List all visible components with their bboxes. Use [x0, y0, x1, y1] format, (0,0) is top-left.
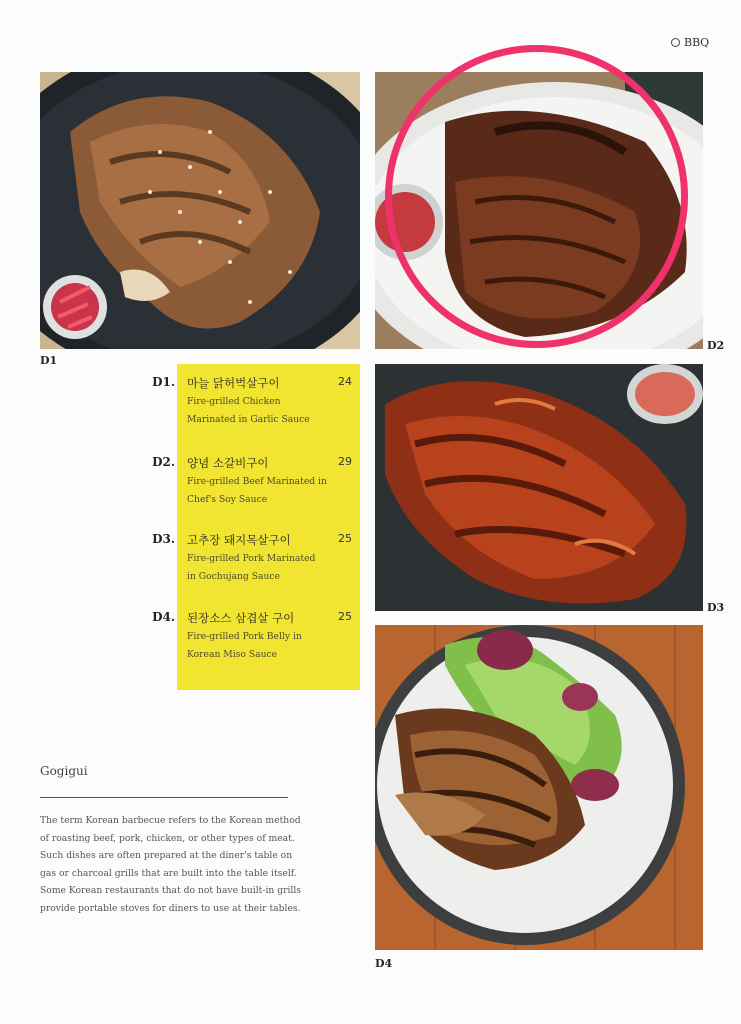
photo-code-d3: D3: [707, 601, 725, 614]
menu-item-code: D1.: [152, 375, 175, 389]
section-title: Gogigui: [40, 764, 88, 778]
menu-item-english-name: Fire-grilled Pork Belly in Korean Miso Sauce: [187, 631, 302, 660]
photo-code-d4: D4: [375, 957, 393, 970]
menu-item-price: 25: [338, 610, 352, 623]
menu-item-code: D2.: [152, 455, 175, 469]
highlight-circle: [385, 45, 688, 348]
menu-item-code: D4.: [152, 610, 175, 624]
section-tag: [671, 36, 709, 49]
menu-item-korean-name: 양념 소갈비구이: [187, 456, 269, 470]
menu-item-english-name: Fire-grilled Beef Marinated in Chef's Soy Sauce: [187, 476, 327, 505]
menu-item-code: D3.: [152, 532, 175, 546]
menu-item-price: 25: [338, 532, 352, 545]
photo-code-d2: D2: [707, 339, 725, 352]
section-tag-label: BBQ: [684, 36, 710, 49]
photo-code-d1: D1: [40, 354, 58, 367]
menu-item-price: 24: [338, 375, 352, 388]
menu-item-english-name: Fire-grilled Pork Marinated in Gochujang Sauce: [187, 553, 316, 582]
menu-item-korean-name: 고추장 돼지목살구이: [187, 533, 291, 547]
photo-d3-pork: [375, 364, 703, 611]
section-description: The term Korean barbecue refers to the Korean method of roasting beef, pork, chicken, or other types of meat. Such dishes are often prepared at the diner's table on gas or charcoal grills that are built into the table itself. Some Korean restaurants that do not have built-in grills provide portable stoves for diners to use at their tables.: [40, 815, 302, 914]
menu-item-price: 29: [338, 455, 352, 468]
menu-item-korean-name: 마늘 닭허벅살구이: [187, 376, 280, 390]
divider: [40, 797, 288, 798]
menu-item-korean-name: 된장소스 삼겹살 구이: [187, 611, 295, 625]
circle-icon: [671, 38, 680, 47]
photo-d4-pork-belly: [375, 625, 703, 950]
menu-item-english-name: Fire-grilled Chicken Marinated in Garlic Sauce: [187, 396, 310, 425]
photo-d1-chicken: [40, 72, 360, 349]
